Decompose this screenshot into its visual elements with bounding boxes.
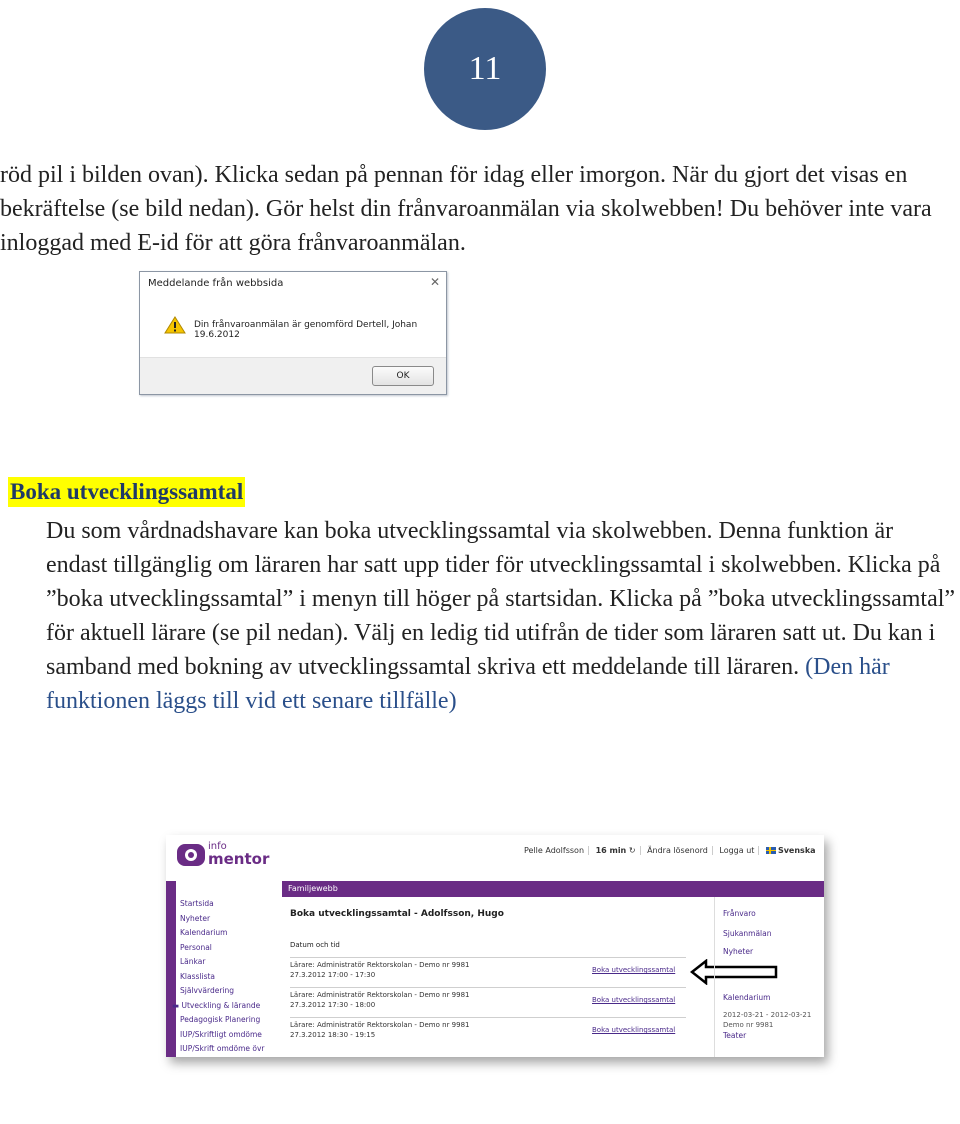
page-title: Boka utvecklingssamtal - Adolfsson, Hugo (290, 909, 504, 919)
dialog-button-bar (140, 357, 446, 394)
table-row (290, 1017, 686, 1046)
refresh-icon[interactable]: ↻ (628, 845, 636, 855)
page-number-badge: 11 (424, 8, 546, 130)
language-select[interactable]: Svenska (762, 846, 820, 855)
section-heading: Boka utvecklingssamtal (8, 477, 245, 507)
sidebar-item[interactable]: Självvärdering (180, 986, 235, 995)
sidebar-item[interactable]: Kalendarium (180, 928, 228, 937)
link-sjukanmalan[interactable]: Sjukanmälan (723, 929, 772, 938)
link-kalendarium[interactable]: Kalendarium (723, 993, 771, 1002)
logo-mentor-text: mentor (208, 850, 270, 868)
teacher-label: Lärare: Administratör Rektorskolan - Demo nr 9981 (290, 1021, 470, 1029)
left-accent-bar (166, 881, 176, 1057)
logo-info-text: info (208, 841, 227, 852)
close-icon[interactable]: ✕ (429, 275, 440, 289)
event-date-range: 2012-03-21 - 2012-03-21 (723, 1011, 812, 1019)
section-text: Du som vårdnadshavare kan boka utvecklingssamtal via skolwebben. Denna funktion är endast tillgänglig om läraren har satt upp tider för utvecklingssamtal i skolwebben. Klicka på ”boka utvecklingssamtal” i menyn till höger på startsidan. Klicka på ”boka utvecklingssamtal” för aktuell lärare (se pil nedan). Välj en ledig tid utifrån de tider som läraren satt ut. Du kan i samband med bokning av utvecklingssamtal skriva ett meddelande till läraren. (46, 518, 956, 680)
sidebar-item[interactable]: Klasslista (180, 971, 216, 981)
sidebar-item[interactable]: IUP/Skrift omdöme övr (180, 1044, 265, 1053)
sidebar-item[interactable]: Nyheter (180, 913, 211, 923)
sidebar-item[interactable]: Pedagogisk Planering (180, 1015, 261, 1024)
infomentor-screenshot (166, 835, 824, 1057)
flag-icon (766, 847, 776, 854)
sidebar-item[interactable]: Personal (180, 942, 212, 952)
change-password-link[interactable]: Ändra lösenord (643, 846, 713, 855)
dialog-title: Meddelande från webbsida (148, 278, 284, 289)
time-label: 27.3.2012 17:30 - 18:00 (290, 1001, 376, 1009)
tab-bar (282, 881, 824, 897)
event-demo: Demo nr 9981 (723, 1021, 774, 1029)
infomentor-logo (176, 841, 268, 869)
sidebar-item[interactable]: IUP/Skriftligt omdöme (180, 1029, 262, 1039)
session-timer: 16 min ↻ (592, 846, 641, 855)
table-row (290, 957, 686, 986)
section-note: (Den här funktionen läggs till vid ett senare tillfälle) (46, 654, 890, 714)
sidebar-item[interactable]: Startsida (180, 899, 214, 908)
teacher-label: Lärare: Administratör Rektorskolan - Demo nr 9981 (290, 991, 470, 999)
tab-familjewebb[interactable]: Familjewebb (288, 884, 338, 893)
confirmation-dialog (139, 271, 447, 395)
sidebar-item[interactable]: Länkar (180, 957, 206, 966)
time-label: 27.3.2012 17:00 - 17:30 (290, 971, 376, 979)
active-marker-icon: ▬ (172, 1000, 182, 1010)
link-nyheter[interactable]: Nyheter (723, 947, 754, 956)
book-link[interactable]: Boka utvecklingssamtal (592, 1026, 676, 1034)
event-title[interactable]: Teater (723, 1031, 747, 1040)
sidebar (172, 897, 280, 1057)
section-paragraph (46, 514, 960, 718)
book-link[interactable]: Boka utvecklingssamtal (592, 966, 676, 974)
teacher-label: Lärare: Administratör Rektorskolan - Demo nr 9981 (290, 961, 470, 969)
ok-button[interactable]: OK (372, 366, 434, 386)
table-row (290, 987, 686, 1016)
sidebar-item-active[interactable]: ▬ Utveckling & lärande (172, 1000, 261, 1010)
intro-paragraph: röd pil i bilden ovan). Klicka sedan på pennan för idag eller imorgon. När du gjort det visas en bekräftelse (se bild nedan). Gör helst din frånvaroanmälan via skolwebben! Du behöver inte vara inloggad med E-id för att göra frånvaroanmälan. (0, 162, 932, 256)
logout-link[interactable]: Logga ut (715, 846, 759, 855)
book-link[interactable]: Boka utvecklingssamtal (592, 996, 676, 1004)
link-franvaro[interactable]: Frånvaro (723, 909, 756, 918)
warning-icon (164, 316, 186, 334)
dialog-message: Din frånvaroanmälan är genomförd Dertell, Johan 19.6.2012 (194, 320, 418, 340)
time-label: 27.3.2012 18:30 - 19:15 (290, 1031, 376, 1039)
right-panel (714, 897, 824, 1057)
column-header: Datum och tid (290, 941, 340, 949)
user-name: Pelle Adolfsson (520, 846, 589, 855)
top-navigation (520, 845, 824, 855)
